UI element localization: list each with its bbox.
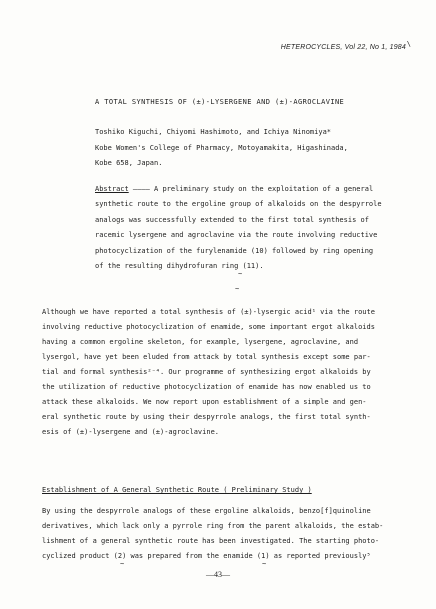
body-line: eral synthetic route by using their despyrrole analogs, the first total synth-	[42, 413, 371, 421]
abstract-rule: ————	[128, 185, 155, 193]
body-line: lishment of a general synthetic route has been investigated. The starting photo-	[42, 537, 380, 545]
abstract-line: of the resulting dihydrofuran ring (11).	[95, 262, 264, 271]
abstract-label: Abstract	[95, 185, 129, 193]
author-list: Toshiko Kiguchi, Chiyomi Hashimoto, and Ichiya Ninomiya*	[95, 128, 332, 136]
body-line: derivatives, which lack only a pyrrole ring from the parent alkaloids, the estab-	[42, 522, 384, 530]
tilde-mark: ~	[262, 560, 267, 568]
tilde-mark: ~	[238, 270, 243, 278]
body-line: involving reductive photocyclization of enamide, some important ergot alkaloids	[42, 323, 375, 331]
body-line: tial and formal synthesis²⁻⁴. Our programme of synthesizing ergot alkaloids by	[42, 368, 371, 376]
abstract-line: photocyclization of the furylenamide (10) followed by ring opening	[95, 246, 374, 255]
affiliation-line-1: Kobe Women's College of Pharmacy, Motoyamakita, Higashinada,	[95, 144, 348, 152]
abstract-line: analogs was successfully extended to the first total synthesis of	[95, 215, 369, 224]
body-line: the utilization of reductive photocyclization of enamide has now enabled us to	[42, 383, 371, 391]
body-line: having a common ergoline skeleton, for example, lysergene, agroclavine, and	[42, 338, 359, 346]
affiliation-line-2: Kobe 658, Japan.	[95, 159, 163, 167]
body-line: attack these alkaloids. We now report upon establishment of a simple and gen-	[42, 398, 367, 406]
abstract-line: racemic lysergene and agroclavine via the route involving reductive	[95, 231, 378, 240]
journal-header: HETEROCYCLES, Vol 22, No 1, 1984	[280, 44, 406, 51]
body-line: Although we have reported a total synthesis of (±)-lysergic acid¹ via the route	[42, 308, 375, 316]
abstract-line: synthetic route to the ergoline group of alkaloids on the despyrrole	[95, 200, 382, 209]
tilde-mark: ~	[235, 285, 240, 293]
body-line: esis of (±)-lysergene and (±)-agroclavine.	[42, 428, 220, 436]
abstract-block	[95, 182, 415, 274]
tilde-mark: ~	[120, 560, 125, 568]
body-line: lysergol, have yet been eluded from attack by total synthesis except some par-	[42, 353, 371, 361]
page-number: —43—	[206, 570, 230, 579]
corner-mark: \	[406, 40, 411, 48]
section-heading: Establishment of A General Synthetic Route ( Preliminary Study )	[42, 486, 312, 494]
paper-title: A TOTAL SYNTHESIS OF (±)-LYSERGENE AND (±)-AGROCLAVINE	[95, 98, 345, 106]
body-line: cyclized product (2) was prepared from the enamide (1) as reported previously⁵	[42, 552, 371, 560]
abstract-line: Abstract ———— A preliminary study on the exploitation of a general	[95, 185, 374, 193]
body-line: By using the despyrrole analogs of these ergoline alkaloids, benzo[f]quinoline	[42, 507, 371, 515]
